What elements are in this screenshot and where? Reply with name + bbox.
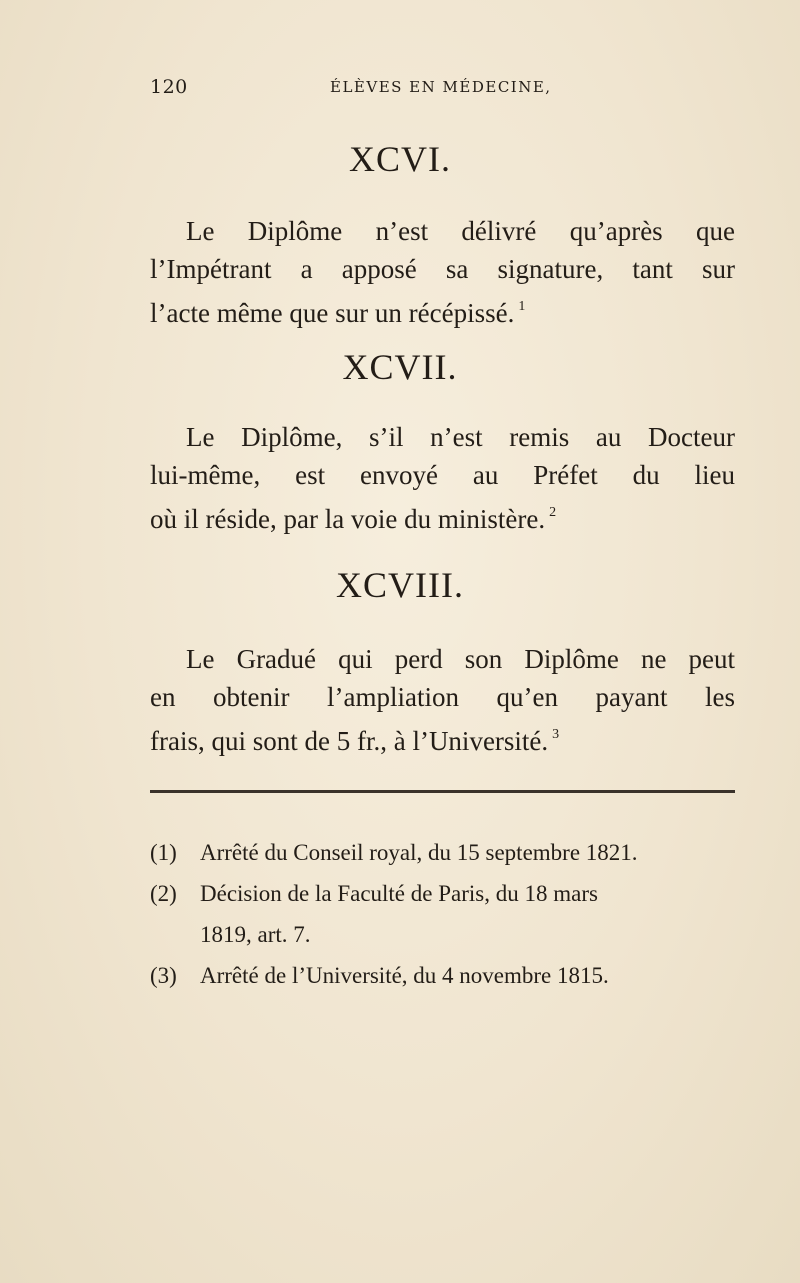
footnotes [150, 832, 735, 996]
paragraph-line [150, 716, 735, 760]
paragraph-line: Le Gradué qui perd son Diplôme ne peut [186, 644, 735, 674]
paragraph-line: Le Diplôme, s’il n’est remis au Docteur [186, 422, 735, 452]
footnote-reference: 3 [552, 727, 560, 742]
paragraph-line-text: où il réside, par la voie du ministère. [150, 504, 546, 534]
article-heading-xcvii: XCVII. [342, 347, 458, 387]
article-paragraph-xcvii [150, 418, 735, 538]
footnote-label: (1) [150, 840, 177, 865]
article-heading-xcviii: XCVIII. [336, 565, 464, 605]
paragraph-line-text: l’acte même que sur un récépissé. [150, 298, 515, 328]
footnote-1 [150, 832, 735, 873]
running-title: ÉLÈVES EN MÉDECINE, [330, 78, 552, 96]
page-number: 120 [150, 76, 188, 98]
article-heading-xcvi: XCVI. [349, 139, 451, 179]
footnote-2 [150, 873, 735, 955]
footnote-label: (3) [150, 963, 177, 988]
article-paragraph-xcviii [150, 640, 735, 760]
paragraph-line [150, 288, 735, 332]
footnote-label: (2) [150, 881, 177, 906]
paragraph-line: l’Impétrant a apposé sa signature, tant sur [150, 254, 735, 284]
footnote-text: Arrêté du Conseil royal, du 15 septembre 1821. [200, 840, 638, 865]
footnote-divider [150, 790, 735, 793]
paragraph-line: en obtenir l’ampliation qu’en payant les [150, 682, 735, 712]
footnote-continuation: 1819, art. 7. [200, 922, 311, 947]
footnote-text: Arrêté de l’Université, du 4 novembre 1815. [200, 963, 609, 988]
article-paragraph-xcvi [150, 212, 735, 332]
footnote-reference: 2 [549, 505, 557, 520]
paragraph-line [150, 494, 735, 538]
paragraph-line: Le Diplôme n’est délivré qu’après que [186, 216, 735, 246]
footnote-3 [150, 955, 735, 996]
footnote-text: Décision de la Faculté de Paris, du 18 mars [200, 881, 598, 906]
paragraph-line-text: frais, qui sont de 5 fr., à l’Université. [150, 726, 549, 756]
running-head [150, 76, 590, 102]
footnote-reference: 1 [518, 299, 526, 314]
paragraph-line: lui-même, est envoyé au Préfet du lieu [150, 460, 735, 490]
